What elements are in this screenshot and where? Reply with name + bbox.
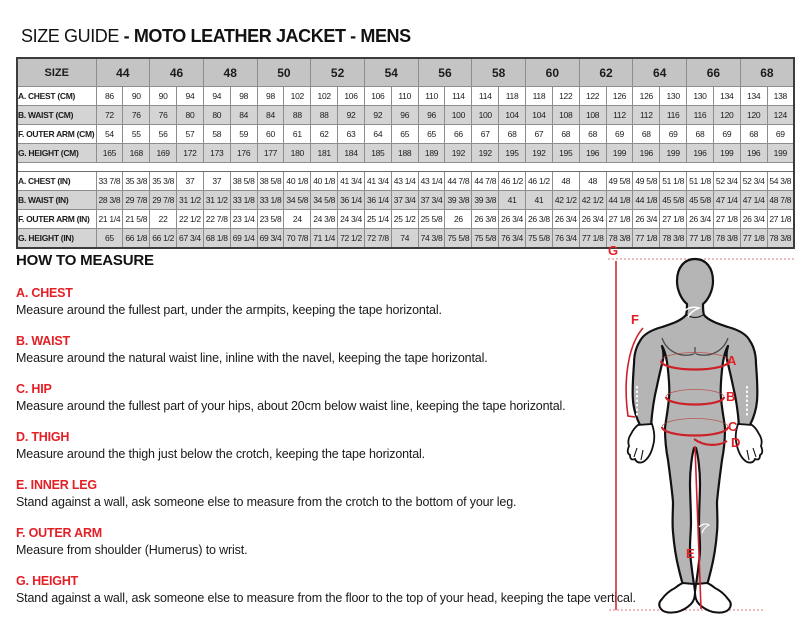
table-cell: 196: [687, 144, 714, 163]
table-cell: 138: [767, 87, 794, 106]
table-cell: 98: [257, 87, 284, 106]
row-label: F. OUTER ARM (CM): [17, 125, 96, 144]
table-cell: 52 3/4: [740, 172, 767, 191]
table-cell: 69: [660, 125, 687, 144]
size-table-container: [16, 57, 795, 249]
table-cell: 196: [579, 144, 606, 163]
measure-section-key: C. HIP: [16, 382, 52, 396]
measure-section-key: E. INNER LEG: [16, 478, 97, 492]
table-cell: 24 3/8: [311, 210, 338, 229]
table-cell: 31 1/2: [203, 191, 230, 210]
table-cell: 124: [767, 106, 794, 125]
table-cell: 196: [633, 144, 660, 163]
measure-section-text: Measure around the thigh just below the crotch, keeping the tape horizontal.: [16, 447, 426, 461]
table-cell: 177: [257, 144, 284, 163]
table-cell: 78 3/8: [767, 229, 794, 249]
table-cell: 69 3/4: [257, 229, 284, 249]
table-cell: 110: [418, 87, 445, 106]
figure-label-inner-leg: E: [686, 546, 695, 561]
measure-section: [16, 430, 594, 461]
measure-section-text: Measure from shoulder (Humerus) to wrist.: [16, 543, 248, 557]
table-cell: 68: [740, 125, 767, 144]
table-cell: 43 1/4: [391, 172, 418, 191]
figure-label-height: G: [608, 243, 619, 258]
table-cell: 92: [364, 106, 391, 125]
table-cell: 69: [767, 125, 794, 144]
size-column-header: 44: [96, 58, 150, 87]
table-cell: 108: [579, 106, 606, 125]
table-row: [17, 210, 794, 229]
table-cell: 26 3/4: [633, 210, 660, 229]
table-cell: 75 5/8: [526, 229, 553, 249]
table-cell: 114: [472, 87, 499, 106]
measure-section: [16, 526, 594, 557]
table-cell: 26 3/4: [687, 210, 714, 229]
table-cell: 26 3/4: [740, 210, 767, 229]
row-label: G. HEIGHT (CM): [17, 144, 96, 163]
table-cell: 102: [284, 87, 311, 106]
table-cell: 69: [606, 125, 633, 144]
table-cell: 168: [123, 144, 150, 163]
table-cell: 26 3/4: [499, 210, 526, 229]
table-cell: 41 3/4: [338, 172, 365, 191]
size-column-header: 68: [740, 58, 794, 87]
table-cell: 26: [445, 210, 472, 229]
figure-label-outer-arm: F: [631, 312, 639, 327]
table-row: [17, 87, 794, 106]
table-cell: 63: [338, 125, 365, 144]
table-cell: 57: [177, 125, 204, 144]
table-header-row: [17, 58, 794, 87]
table-cell: 189: [418, 144, 445, 163]
size-column-header: 50: [257, 58, 311, 87]
table-cell: 26 3/8: [472, 210, 499, 229]
table-cell: 114: [445, 87, 472, 106]
table-cell: 41: [499, 191, 526, 210]
table-cell: 195: [499, 144, 526, 163]
table-cell: 199: [767, 144, 794, 163]
table-cell: 68: [552, 125, 579, 144]
measure-section: [16, 574, 636, 605]
table-cell: 68: [579, 125, 606, 144]
table-cell: 49 5/8: [633, 172, 660, 191]
measure-section: [16, 478, 594, 509]
table-cell: 72 7/8: [364, 229, 391, 249]
table-cell: 65: [418, 125, 445, 144]
table-cell: 37: [203, 172, 230, 191]
page-title: [21, 26, 411, 47]
table-cell: 100: [472, 106, 499, 125]
measure-section-text: Measure around the fullest part of your hips, about 20cm below waist line, keeping the tape horizontal.: [16, 399, 566, 413]
table-cell: 126: [606, 87, 633, 106]
table-cell: 76: [123, 106, 150, 125]
table-cell: 55: [123, 125, 150, 144]
table-cell: 58: [203, 125, 230, 144]
table-cell: 196: [740, 144, 767, 163]
table-cell: 75 5/8: [472, 229, 499, 249]
table-cell: 66 1/8: [123, 229, 150, 249]
table-cell: 76: [150, 106, 177, 125]
table-cell: 48 7/8: [767, 191, 794, 210]
table-row: [17, 106, 794, 125]
table-cell: 29 7/8: [123, 191, 150, 210]
table-cell: 65: [96, 229, 123, 249]
table-cell: 118: [526, 87, 553, 106]
table-cell: 130: [660, 87, 687, 106]
table-cell: 188: [391, 144, 418, 163]
table-cell: 25 1/4: [364, 210, 391, 229]
size-table: [16, 57, 795, 249]
table-cell: 120: [713, 106, 740, 125]
measure-section-key: A. CHEST: [16, 286, 73, 300]
table-cell: 80: [203, 106, 230, 125]
table-cell: 116: [660, 106, 687, 125]
table-cell: 26 3/4: [579, 210, 606, 229]
table-cell: 43 1/4: [418, 172, 445, 191]
table-cell: 68: [687, 125, 714, 144]
table-cell: 192: [445, 144, 472, 163]
row-label: A. CHEST (IN): [17, 172, 96, 191]
table-cell: 94: [177, 87, 204, 106]
table-cell: 78 3/8: [713, 229, 740, 249]
table-cell: 195: [552, 144, 579, 163]
table-cell: 47 1/4: [740, 191, 767, 210]
table-cell: 185: [364, 144, 391, 163]
table-cell: 78 3/8: [660, 229, 687, 249]
row-label: F. OUTER ARM (IN): [17, 210, 96, 229]
table-cell: 104: [499, 106, 526, 125]
table-cell: 33 1/8: [257, 191, 284, 210]
table-cell: 112: [606, 106, 633, 125]
table-cell: 94: [203, 87, 230, 106]
table-cell: 72: [96, 106, 123, 125]
figure-label-waist: B: [726, 389, 736, 404]
size-column-header: 48: [203, 58, 257, 87]
size-column-header: 52: [311, 58, 365, 87]
table-cell: 90: [123, 87, 150, 106]
table-cell: 84: [257, 106, 284, 125]
table-cell: 54 3/8: [767, 172, 794, 191]
table-cell: 181: [311, 144, 338, 163]
page-title-suffix: - MOTO LEATHER JACKET - MENS: [123, 26, 411, 46]
measure-section-key: F. OUTER ARM: [16, 526, 103, 540]
table-cell: 126: [633, 87, 660, 106]
table-cell: 44 1/8: [633, 191, 660, 210]
table-cell: 67: [472, 125, 499, 144]
table-cell: 39 3/8: [445, 191, 472, 210]
table-cell: 66 1/2: [150, 229, 177, 249]
table-cell: 21 5/8: [123, 210, 150, 229]
table-cell: 44 7/8: [472, 172, 499, 191]
table-cell: 49 5/8: [606, 172, 633, 191]
table-cell: 42 1/2: [552, 191, 579, 210]
table-cell: 92: [338, 106, 365, 125]
measure-section-text: Measure around the fullest part, under the armpits, keeping the tape horizontal.: [16, 303, 442, 317]
size-column-header: 62: [579, 58, 633, 87]
table-cell: 52 3/4: [713, 172, 740, 191]
table-corner-header: SIZE: [17, 58, 96, 87]
table-cell: 176: [230, 144, 257, 163]
table-cell: 118: [499, 87, 526, 106]
table-cell: 78 3/8: [606, 229, 633, 249]
table-cell: 45 5/8: [660, 191, 687, 210]
table-cell: 84: [230, 106, 257, 125]
row-label: G. HEIGHT (IN): [17, 229, 96, 249]
table-cell: 51 1/8: [660, 172, 687, 191]
table-cell: 27 1/8: [606, 210, 633, 229]
size-column-header: 56: [418, 58, 472, 87]
table-row: [17, 172, 794, 191]
table-cell: 77 1/8: [579, 229, 606, 249]
table-cell: 23 5/8: [257, 210, 284, 229]
table-cell: 67 3/4: [177, 229, 204, 249]
table-cell: 71 1/4: [311, 229, 338, 249]
table-cell: 45 5/8: [687, 191, 714, 210]
table-cell: 60: [257, 125, 284, 144]
table-cell: 172: [177, 144, 204, 163]
table-cell: 169: [150, 144, 177, 163]
table-cell: 74 3/8: [418, 229, 445, 249]
table-cell: 37 3/4: [391, 191, 418, 210]
table-cell: 106: [338, 87, 365, 106]
table-row: [17, 191, 794, 210]
figure-label-hip: C: [728, 419, 738, 434]
table-cell: 24 3/4: [338, 210, 365, 229]
left-foot: [659, 583, 695, 613]
table-cell: 22 1/2: [177, 210, 204, 229]
how-to-measure-section: [16, 252, 636, 622]
size-column-header: 54: [364, 58, 418, 87]
table-cell: 77 1/8: [633, 229, 660, 249]
table-cell: 21 1/4: [96, 210, 123, 229]
table-row: [17, 144, 794, 163]
table-cell: 25 1/2: [391, 210, 418, 229]
table-cell: 96: [391, 106, 418, 125]
table-cell: 104: [526, 106, 553, 125]
table-cell: 22: [150, 210, 177, 229]
table-cell: 98: [230, 87, 257, 106]
table-cell: 72 1/2: [338, 229, 365, 249]
table-cell: 33 1/8: [230, 191, 257, 210]
table-cell: 41 3/4: [364, 172, 391, 191]
table-cell: 88: [311, 106, 338, 125]
table-cell: 74: [391, 229, 418, 249]
table-cell: 44 7/8: [445, 172, 472, 191]
table-cell: 56: [150, 125, 177, 144]
table-cell: 106: [364, 87, 391, 106]
table-cell: 37 3/4: [418, 191, 445, 210]
table-cell: 68: [633, 125, 660, 144]
table-cell: 41: [526, 191, 553, 210]
table-cell: 36 1/4: [364, 191, 391, 210]
table-cell: 26 3/4: [552, 210, 579, 229]
table-cell: 29 7/8: [150, 191, 177, 210]
table-cell: 64: [364, 125, 391, 144]
measure-section-text: Stand against a wall, ask someone else to measure from the crotch to the bottom of your leg.: [16, 495, 517, 509]
table-cell: 46 1/2: [526, 172, 553, 191]
table-cell: 134: [740, 87, 767, 106]
table-cell: 96: [418, 106, 445, 125]
table-cell: 40 1/8: [284, 172, 311, 191]
table-cell: 75 5/8: [445, 229, 472, 249]
table-cell: 86: [96, 87, 123, 106]
table-cell: 80: [177, 106, 204, 125]
table-cell: 192: [526, 144, 553, 163]
table-cell: 88: [284, 106, 311, 125]
table-cell: 31 1/2: [177, 191, 204, 210]
size-column-header: 58: [472, 58, 526, 87]
page-title-prefix: SIZE GUIDE: [21, 26, 124, 46]
table-cell: 61: [284, 125, 311, 144]
table-cell: 165: [96, 144, 123, 163]
left-hand: [628, 424, 655, 463]
table-cell: 47 1/4: [713, 191, 740, 210]
table-cell: 69: [713, 125, 740, 144]
table-cell: 40 1/8: [311, 172, 338, 191]
size-column-header: 64: [633, 58, 687, 87]
table-cell: 77 1/8: [687, 229, 714, 249]
table-cell: 48: [579, 172, 606, 191]
table-cell: 27 1/8: [767, 210, 794, 229]
row-label: A. CHEST (CM): [17, 87, 96, 106]
table-cell: 102: [311, 87, 338, 106]
table-cell: 110: [391, 87, 418, 106]
measure-section: [16, 382, 594, 413]
measure-section: [16, 334, 594, 365]
table-cell: 33 7/8: [96, 172, 123, 191]
table-cell: 22 7/8: [203, 210, 230, 229]
table-cell: 68: [499, 125, 526, 144]
table-cell: 199: [606, 144, 633, 163]
table-cell: 25 5/8: [418, 210, 445, 229]
measure-sections: [16, 286, 636, 605]
measure-section-text: Stand against a wall, ask someone else to measure from the floor to the top of your head, keeping the tape vertical.: [16, 591, 636, 605]
measure-section-text: Measure around the natural waist line, inline with the navel, keeping the tape horizontal.: [16, 351, 488, 365]
table-row: [17, 125, 794, 144]
table-cell: 112: [633, 106, 660, 125]
table-cell: 54: [96, 125, 123, 144]
table-cell: 180: [284, 144, 311, 163]
figure-label-chest: A: [727, 353, 737, 368]
body-figure: [595, 240, 800, 632]
table-cell: 65: [391, 125, 418, 144]
how-to-measure-heading: HOW TO MEASURE: [16, 252, 154, 269]
table-cell: 130: [687, 87, 714, 106]
table-cell: 35 3/8: [150, 172, 177, 191]
table-cell: 122: [579, 87, 606, 106]
table-cell: 76 3/4: [552, 229, 579, 249]
table-cell: 100: [445, 106, 472, 125]
table-cell: 116: [687, 106, 714, 125]
table-cell: 27 1/8: [660, 210, 687, 229]
size-column-header: 60: [526, 58, 580, 87]
table-cell: 44 1/8: [606, 191, 633, 210]
table-cell: 67: [526, 125, 553, 144]
table-cell: 23 1/4: [230, 210, 257, 229]
table-cell: 199: [713, 144, 740, 163]
table-cell: 48: [552, 172, 579, 191]
table-cell: 35 3/8: [123, 172, 150, 191]
table-section-spacer: [17, 163, 794, 172]
measure-section-key: G. HEIGHT: [16, 574, 79, 588]
table-cell: 173: [203, 144, 230, 163]
table-cell: 34 5/8: [311, 191, 338, 210]
table-cell: 134: [713, 87, 740, 106]
table-cell: 34 5/8: [284, 191, 311, 210]
table-cell: 120: [740, 106, 767, 125]
table-cell: 77 1/8: [740, 229, 767, 249]
table-cell: 90: [150, 87, 177, 106]
table-cell: 76 3/4: [499, 229, 526, 249]
table-cell: 51 1/8: [687, 172, 714, 191]
table-cell: 59: [230, 125, 257, 144]
table-cell: 38 5/8: [230, 172, 257, 191]
table-cell: 28 3/8: [96, 191, 123, 210]
table-cell: 38 5/8: [257, 172, 284, 191]
table-cell: 39 3/8: [472, 191, 499, 210]
table-cell: 42 1/2: [579, 191, 606, 210]
table-cell: 66: [445, 125, 472, 144]
table-cell: 26 3/8: [526, 210, 553, 229]
row-label: B. WAIST (CM): [17, 106, 96, 125]
size-column-header: 66: [687, 58, 741, 87]
measure-section-key: B. WAIST: [16, 334, 70, 348]
table-cell: 108: [552, 106, 579, 125]
table-cell: 70 7/8: [284, 229, 311, 249]
table-cell: 122: [552, 87, 579, 106]
figure-label-thigh: D: [731, 435, 741, 450]
measure-section: [16, 286, 594, 317]
table-cell: 68 1/8: [203, 229, 230, 249]
table-cell: 24: [284, 210, 311, 229]
table-cell: 62: [311, 125, 338, 144]
table-cell: 27 1/8: [713, 210, 740, 229]
table-cell: 46 1/2: [499, 172, 526, 191]
table-cell: 199: [660, 144, 687, 163]
table-cell: 37: [177, 172, 204, 191]
size-column-header: 46: [150, 58, 204, 87]
table-cell: 184: [338, 144, 365, 163]
table-cell: 192: [472, 144, 499, 163]
row-label: B. WAIST (IN): [17, 191, 96, 210]
table-cell: 36 1/4: [338, 191, 365, 210]
table-cell: 69 1/4: [230, 229, 257, 249]
measure-section-key: D. THIGH: [16, 430, 70, 444]
